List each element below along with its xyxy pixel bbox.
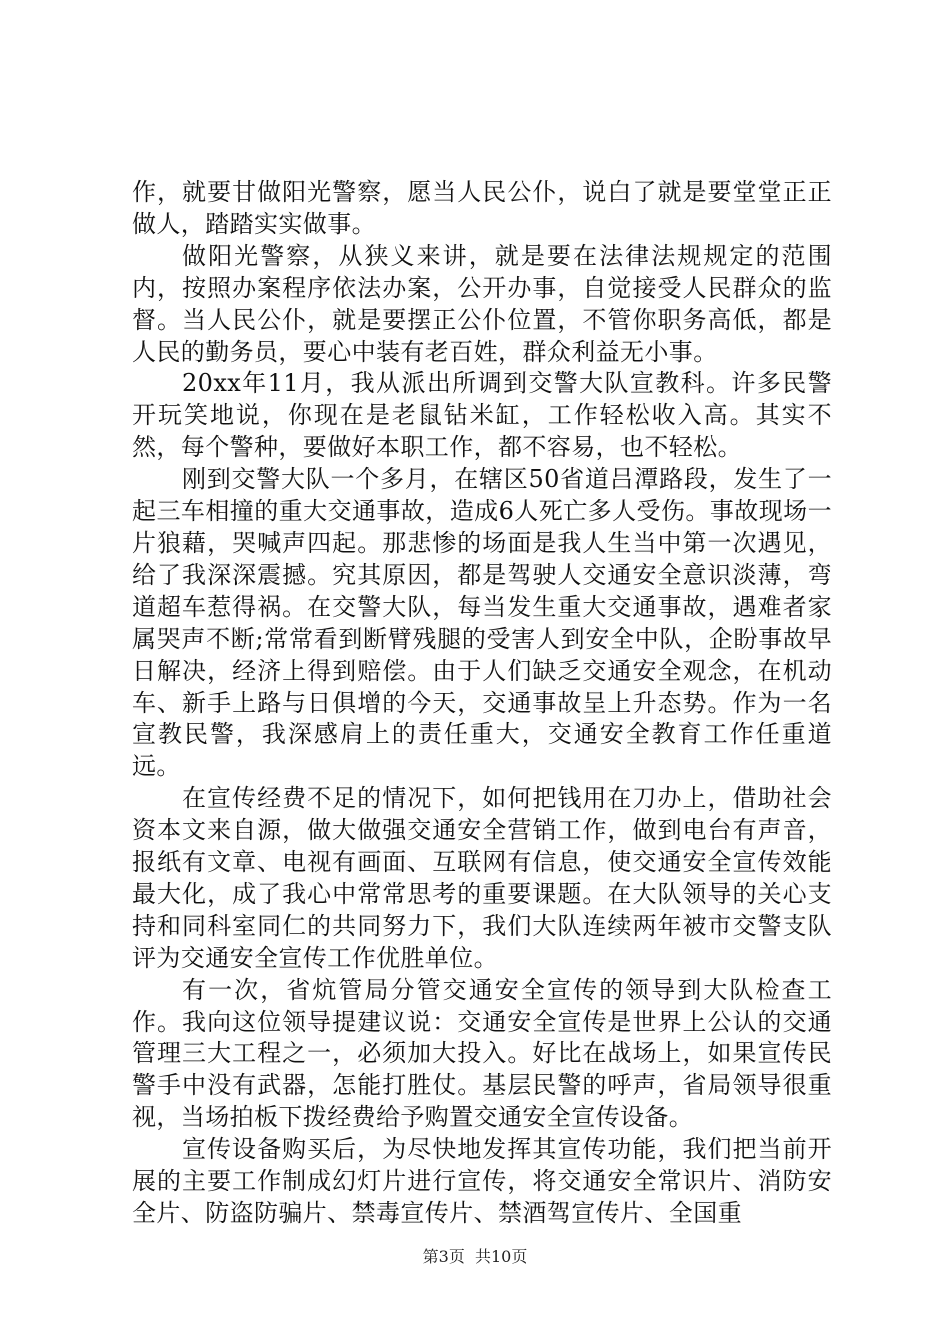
paragraph-accident: 刚到交警大队一个多月，在辖区50省道吕潭路段，发生了一起三车相撞的重大交通事故，造成6人死亡多人受伤。事故现场一片狼藉，哭喊声四起。那悲惨的场面是我人生当中第一次遇见，给了我深深震撼。究其原因，都是驾驶人交通安全意识淡薄，弯道超车惹得祸。在交警大队，每当发生重大交通事故，遇难者家属哭声不断;常常看到断臂残腿的受害人到安全中队，企盼事故早日解决，经济上得到赔偿。由于人们缺乏交通安全观念，在机动车、新手上路与日俱增的今天，交通事故呈上升态势。作为一名宣教民警，我深感肩上的责任重大，交通安全教育工作任重道远。 [132, 465, 832, 781]
paragraph-transfer: 20xx年11月，我从派出所调到交警大队宣教科。许多民警开玩笑地说，你现在是老鼠钻米缸，工作轻松收入高。其实不然，每个警种，要做好本职工作，都不容易，也不轻松。 [132, 369, 832, 462]
page-number: 第3页 共10页 [422, 1247, 528, 1266]
paragraph-sunshine-police: 做阳光警察，从狭义来讲，就是要在法律法规规定的范围内，按照办案程序依法办案，公开办事，自觉接受人民群众的监督。当人民公仆，就是要摆正公仆位置，不管你职务高低，都是人民的勤务员，要心中装有老百姓，群众利益无小事。 [132, 241, 832, 366]
paragraph-funding: 在宣传经费不足的情况下，如何把钱用在刀办上，借助社会资本文来自源，做大做强交通安全营销工作，做到电台有声音，报纸有文章、电视有画面、互联网有信息，使交通安全宣传效能最大化，成了我心中常常思考的重要课题。在大队领导的关心支持和同科室同仁的共同努力下，我们大队连续两年被市交警支队评为交通安全宣传工作优胜单位。 [132, 784, 832, 972]
paragraph-suggestion: 有一次，省炕管局分管交通安全宣传的领导到大队检查工作。我向这位领导提建议说：交通安全宣传是世界上公认的交通管理三大工程之一，必须加大投入。好比在战场上，如果宣传民警手中没有武器，怎能打胜仗。基层民警的呼声，省局领导很重视，当场拍板下拨经费给予购置交通安全宣传设备。 [132, 975, 832, 1132]
document-body [132, 177, 832, 1230]
paragraph-continuation: 作，就要甘做阳光警察，愿当人民公仆，说白了就是要堂堂正正做人，踏踏实实做事。 [132, 178, 832, 238]
paragraph-equipment: 宣传设备购买后，为尽快地发挥其宣传功能，我们把当前开展的主要工作制成幻灯片进行宣传，将交通安全常识片、消防安全片、防盗防骗片、禁毒宣传片、禁酒驾宣传片、全国重 [132, 1135, 832, 1227]
page-footer [0, 1244, 950, 1267]
